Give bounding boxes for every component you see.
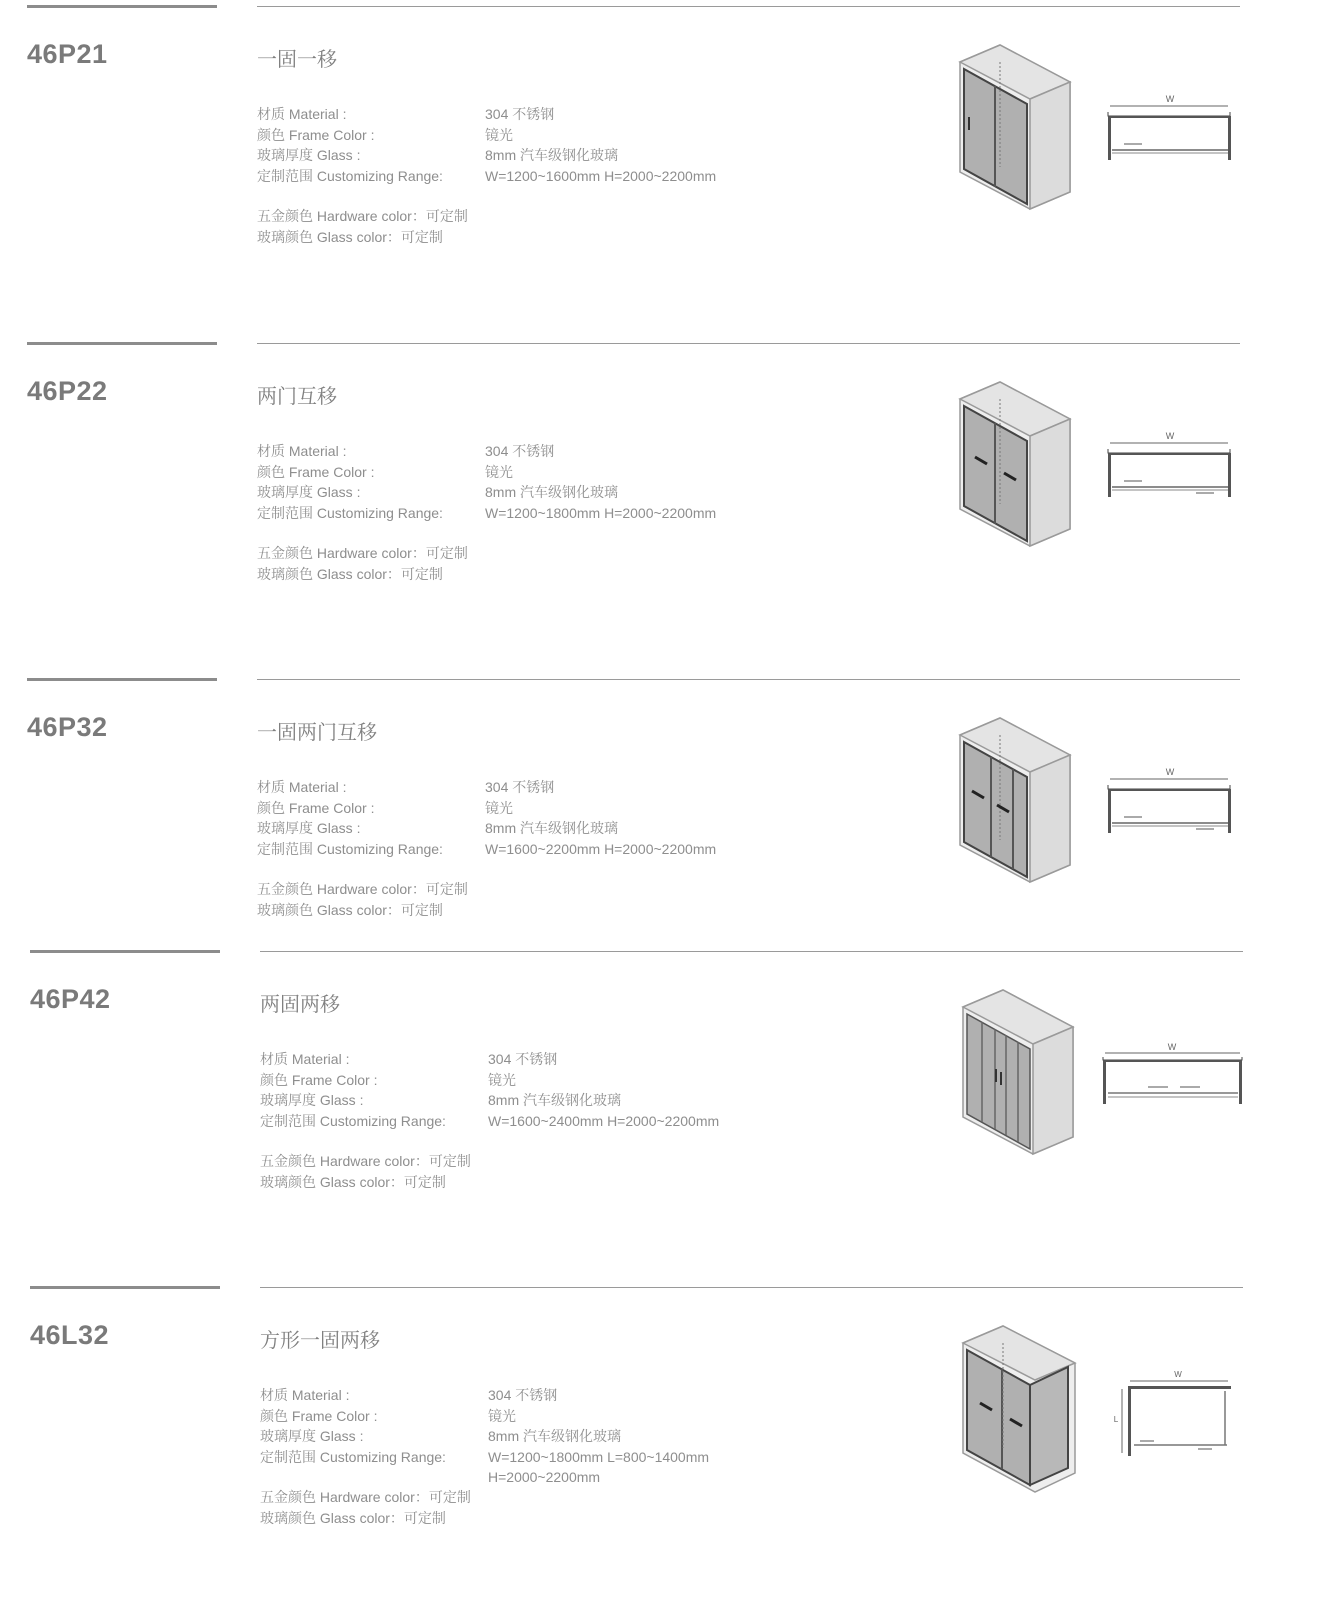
plan-w-center-arrows-icon <box>1100 1040 1246 1110</box>
product-name: 一固一移 <box>257 49 337 71</box>
section-divider-left <box>27 342 217 345</box>
plan-w-label: W <box>1165 94 1175 104</box>
spec-value: H=2000~2200mm <box>488 1469 601 1485</box>
spec-label: 定制范围 Customizing Range: <box>257 504 443 521</box>
spec-label: 玻璃厚度 Glass : <box>257 147 361 163</box>
section-divider-left <box>30 1286 220 1289</box>
glass-color-note: 玻璃颜色 Glass color：可定制 <box>260 1509 446 1526</box>
spec-glass <box>260 1090 621 1111</box>
plan-w-label: W <box>1174 1370 1182 1379</box>
spec-label: 玻璃厚度 Glass : <box>257 484 361 500</box>
hardware-color-note: 五金颜色 Hardware color：可定制 <box>257 545 468 561</box>
spec-value: 304 不锈钢 <box>485 443 555 459</box>
spec-label: 定制范围 Customizing Range: <box>260 1112 446 1129</box>
spec-value: 镜光 <box>485 126 513 143</box>
plan-w-two-arrows-icon <box>1100 765 1240 835</box>
spec-material <box>260 1385 558 1406</box>
hardware-color-note: 五金颜色 Hardware color：可定制 <box>257 881 468 897</box>
spec-label: 颜色 Frame Color : <box>257 126 375 143</box>
product-section-46L32 <box>0 1281 1321 1617</box>
section-divider-right <box>260 1287 1243 1288</box>
spec-material <box>257 777 555 798</box>
hardware-color-note: 五金颜色 Hardware color：可定制 <box>260 1489 471 1505</box>
product-name: 方形一固两移 <box>260 1330 380 1352</box>
spec-frame-color <box>257 462 513 483</box>
spec-value: 镜光 <box>488 1407 516 1424</box>
spec-label: 颜色 Frame Color : <box>260 1407 378 1424</box>
section-divider-right <box>260 951 1243 952</box>
spec-label: 定制范围 Customizing Range: <box>257 840 443 857</box>
section-divider-right <box>257 6 1240 7</box>
glass-color-note: 玻璃颜色 Glass color：可定制 <box>257 565 443 582</box>
hardware-color-note: 五金颜色 Hardware color：可定制 <box>260 1153 471 1169</box>
spec-glass <box>260 1426 621 1447</box>
section-divider-right <box>257 343 1240 344</box>
spec-glass <box>257 482 618 503</box>
plan-w-label: W <box>1165 431 1175 441</box>
spec-label: 材质 Material : <box>257 106 347 122</box>
product-code: 46P22 <box>27 376 108 406</box>
spec-value: 8mm 汽车级钢化玻璃 <box>485 820 618 836</box>
spec-label: 材质 Material : <box>260 1387 350 1403</box>
section-divider-left <box>27 678 217 681</box>
spec-value: 镜光 <box>485 799 513 816</box>
one-fixed-one-sliding-shower-icon <box>955 42 1075 212</box>
spec-value: 304 不锈钢 <box>488 1051 558 1067</box>
spec-value: W=1200~1800mm L=800~1400mm <box>488 1448 710 1465</box>
product-section-46P21 <box>0 0 1321 336</box>
two-fixed-two-sliding-shower-icon <box>958 987 1078 1157</box>
spec-value: W=1200~1600mm H=2000~2200mm <box>485 167 717 184</box>
section-divider-right <box>257 679 1240 680</box>
spec-frame-color <box>257 125 513 146</box>
spec-label: 玻璃厚度 Glass : <box>260 1428 364 1444</box>
glass-color-note: 玻璃颜色 Glass color：可定制 <box>257 228 443 245</box>
plan-w-l-corner-icon <box>1108 1369 1238 1461</box>
plan-w-label: W <box>1167 1042 1177 1052</box>
spec-value: 304 不锈钢 <box>488 1387 558 1403</box>
product-section-46P22 <box>0 337 1321 673</box>
spec-label: 定制范围 Customizing Range: <box>260 1448 446 1465</box>
plan-w-one-arrow-icon <box>1100 92 1240 162</box>
glass-color-note: 玻璃颜色 Glass color：可定制 <box>260 1173 446 1190</box>
spec-value: 8mm 汽车级钢化玻璃 <box>485 484 618 500</box>
spec-label: 颜色 Frame Color : <box>260 1071 378 1088</box>
product-code: 46P42 <box>30 984 111 1014</box>
spec-range <box>257 839 717 860</box>
glass-color-note: 玻璃颜色 Glass color：可定制 <box>257 901 443 918</box>
spec-label: 材质 Material : <box>257 779 347 795</box>
spec-glass <box>257 145 618 166</box>
spec-range <box>257 166 717 187</box>
spec-label: 颜色 Frame Color : <box>257 799 375 816</box>
spec-material <box>257 104 555 125</box>
one-fixed-two-doors-shower-icon <box>955 715 1075 885</box>
spec-label: 定制范围 Customizing Range: <box>257 167 443 184</box>
spec-material <box>257 441 555 462</box>
spec-material <box>260 1049 558 1070</box>
product-code: 46P21 <box>27 39 108 69</box>
spec-glass <box>257 818 618 839</box>
spec-frame-color <box>257 798 513 819</box>
spec-frame-color <box>260 1406 516 1427</box>
spec-value: 8mm 汽车级钢化玻璃 <box>488 1092 621 1108</box>
spec-label: 玻璃厚度 Glass : <box>257 820 361 836</box>
product-name: 一固两门互移 <box>257 722 377 744</box>
spec-label: 材质 Material : <box>257 443 347 459</box>
spec-value: 304 不锈钢 <box>485 106 555 122</box>
spec-range <box>260 1111 720 1132</box>
spec-value: 304 不锈钢 <box>485 779 555 795</box>
spec-range <box>260 1447 710 1468</box>
spec-label: 颜色 Frame Color : <box>257 463 375 480</box>
spec-range <box>257 503 717 524</box>
two-doors-sliding-shower-icon <box>955 379 1075 549</box>
product-name: 两固两移 <box>260 994 340 1016</box>
product-code: 46P32 <box>27 712 108 742</box>
plan-w-two-arrows-icon <box>1100 429 1240 499</box>
product-code: 46L32 <box>30 1320 110 1350</box>
product-section-46P42 <box>0 945 1321 1281</box>
plan-w-label: W <box>1165 767 1175 777</box>
spec-value: W=1600~2400mm H=2000~2200mm <box>488 1112 720 1129</box>
section-divider-left <box>27 5 217 8</box>
spec-value: 镜光 <box>488 1071 516 1088</box>
spec-frame-color <box>260 1070 516 1091</box>
plan-l-label: L <box>1113 1415 1119 1424</box>
spec-value: W=1600~2200mm H=2000~2200mm <box>485 840 717 857</box>
spec-value: 8mm 汽车级钢化玻璃 <box>485 147 618 163</box>
spec-value: 8mm 汽车级钢化玻璃 <box>488 1428 621 1444</box>
section-divider-left <box>30 950 220 953</box>
spec-value: 镜光 <box>485 463 513 480</box>
spec-label: 玻璃厚度 Glass : <box>260 1092 364 1108</box>
hardware-color-note: 五金颜色 Hardware color：可定制 <box>257 208 468 224</box>
square-corner-shower-icon <box>958 1323 1083 1495</box>
spec-label: 材质 Material : <box>260 1051 350 1067</box>
product-name: 两门互移 <box>257 386 337 408</box>
spec-value: W=1200~1800mm H=2000~2200mm <box>485 504 717 521</box>
